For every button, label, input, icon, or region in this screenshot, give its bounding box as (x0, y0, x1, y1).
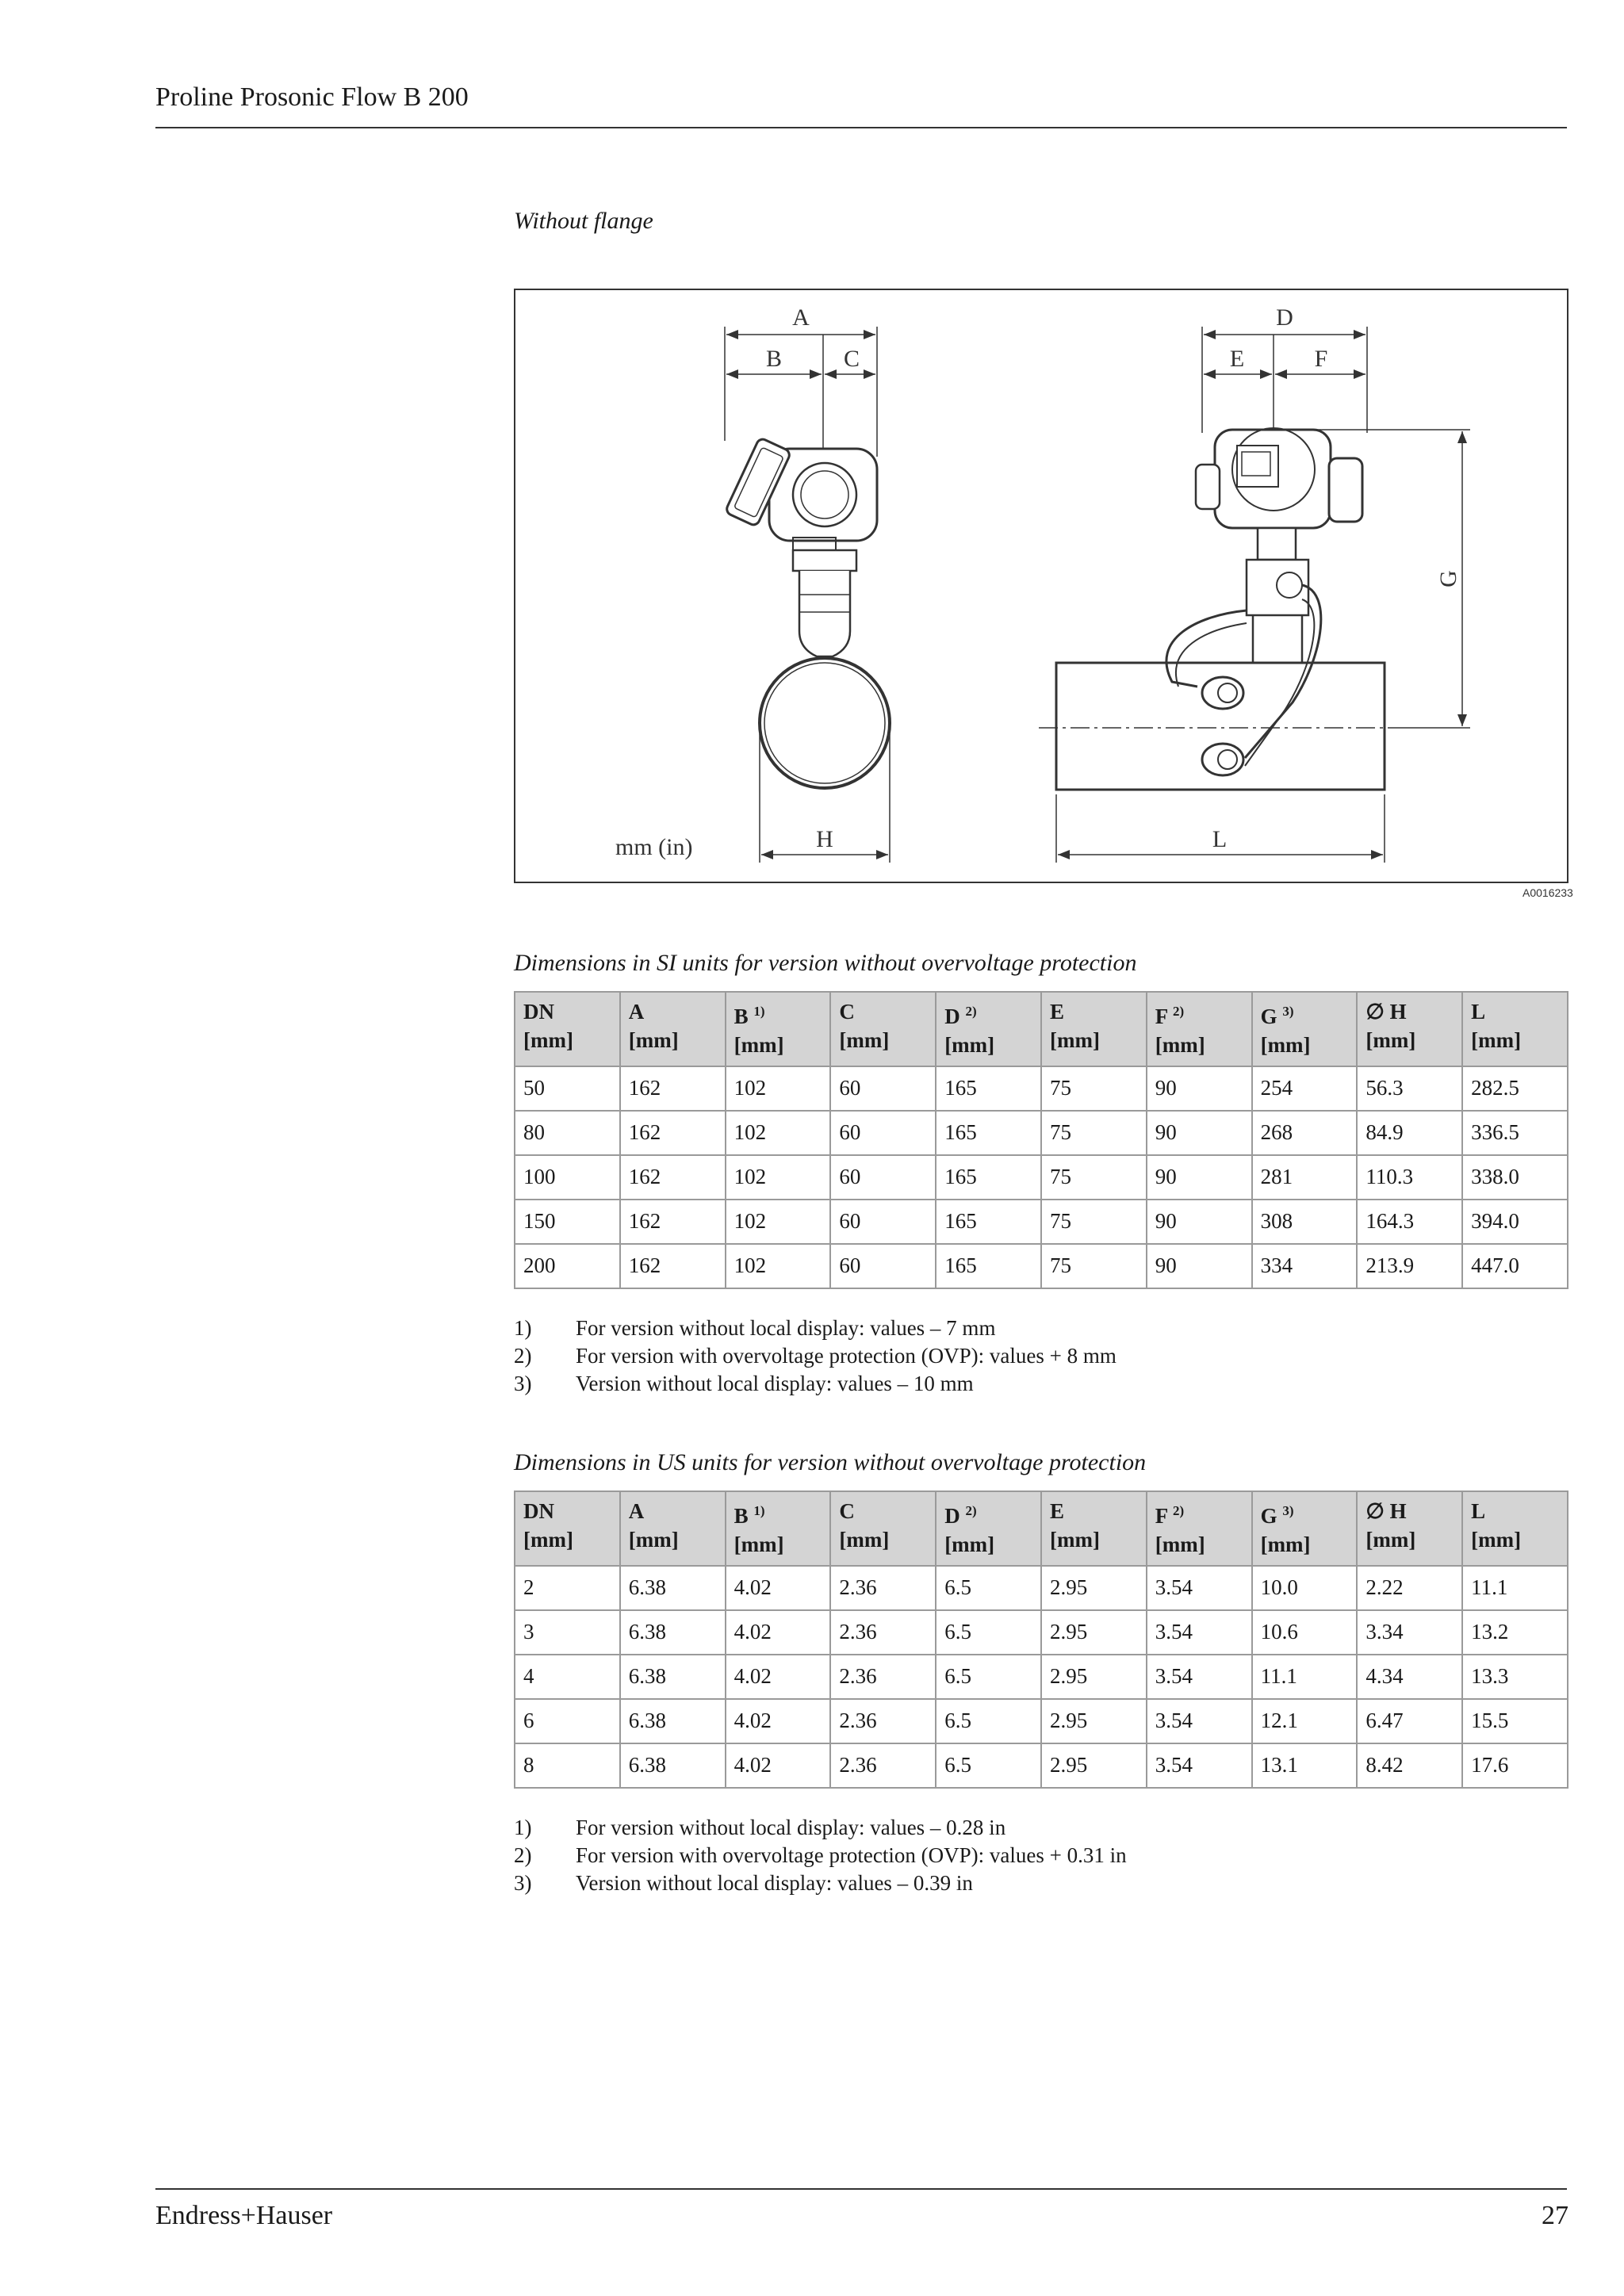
column-header (1041, 992, 1147, 1066)
footnote (514, 1842, 1127, 1869)
header-rule (155, 127, 1567, 128)
table-cell: 90 (1147, 1200, 1252, 1244)
footnote-number: 3) (514, 1871, 532, 1895)
column-header-name: D (944, 1004, 960, 1028)
table-row (515, 1244, 1568, 1288)
column-header (726, 1491, 831, 1566)
table-cell: 334 (1252, 1244, 1358, 1288)
table-cell: 90 (1147, 1066, 1252, 1111)
table-cell: 6.38 (620, 1655, 726, 1699)
table-cell: 13.3 (1462, 1655, 1568, 1699)
table-cell: 268 (1252, 1111, 1358, 1155)
column-header (830, 1491, 936, 1566)
us-table-caption: Dimensions in US units for version without overvoltage protection (514, 1449, 1147, 1475)
table-cell: 102 (726, 1200, 831, 1244)
column-header (1252, 992, 1358, 1066)
column-header-unit: [mm] (944, 1533, 995, 1556)
column-header-unit: [mm] (1365, 1528, 1416, 1552)
column-header-unit: [mm] (1365, 1028, 1416, 1052)
column-header-unit: [mm] (628, 1528, 679, 1552)
table-cell: 3.54 (1147, 1610, 1252, 1655)
column-header-unit: [mm] (1471, 1028, 1522, 1052)
table-cell: 56.3 (1357, 1066, 1462, 1111)
table-cell: 11.1 (1462, 1566, 1568, 1610)
table-cell: 162 (620, 1066, 726, 1111)
footnote-number: 3) (514, 1372, 532, 1395)
table-cell: 3 (515, 1610, 620, 1655)
table-cell: 165 (936, 1066, 1041, 1111)
column-header-name: E (1049, 1000, 1064, 1024)
table-cell: 75 (1041, 1066, 1147, 1111)
table-cell: 60 (830, 1066, 936, 1111)
table-cell: 102 (726, 1244, 831, 1288)
footnote-marker: 3) (1282, 1004, 1294, 1019)
si-table-caption: Dimensions in SI units for version without overvoltage protection (514, 950, 1137, 976)
table-cell: 60 (830, 1111, 936, 1155)
table-cell: 447.0 (1462, 1244, 1568, 1288)
footnote-marker: 2) (965, 1004, 977, 1019)
table-cell: 3.54 (1147, 1743, 1252, 1788)
table-cell: 4.02 (726, 1566, 831, 1610)
table-row (515, 1655, 1568, 1699)
table-cell: 90 (1147, 1155, 1252, 1200)
column-header-unit: [mm] (733, 1033, 784, 1057)
table-cell: 336.5 (1462, 1111, 1568, 1155)
column-header-name: A (628, 1499, 645, 1523)
table-cell: 12.1 (1252, 1699, 1358, 1743)
table-cell: 102 (726, 1111, 831, 1155)
label-C: C (843, 346, 860, 372)
column-header-unit: [mm] (1049, 1028, 1100, 1052)
table-cell: 162 (620, 1155, 726, 1200)
table-row (515, 1566, 1568, 1610)
table-row (515, 1200, 1568, 1244)
table-cell: 6 (515, 1699, 620, 1743)
footnote-number: 2) (514, 1344, 532, 1368)
table-cell: 2.36 (830, 1610, 936, 1655)
page-header-title: Proline Prosonic Flow B 200 (155, 82, 469, 112)
footnote (514, 1314, 1116, 1342)
table-cell: 2.22 (1357, 1566, 1462, 1610)
column-header-name: G (1260, 1004, 1277, 1028)
table-row (515, 1066, 1568, 1111)
footnote-text: For version without local display: values – 7 mm (576, 1316, 996, 1340)
footnote-text: Version without local display: values – 0.39 in (576, 1871, 973, 1895)
table-cell: 75 (1041, 1244, 1147, 1288)
footnote-text: For version with overvoltage protection (OVP): values + 8 mm (576, 1344, 1116, 1368)
column-header (1147, 992, 1252, 1066)
table-cell: 165 (936, 1111, 1041, 1155)
table-cell: 90 (1147, 1244, 1252, 1288)
label-B: B (765, 346, 783, 372)
table-cell: 338.0 (1462, 1155, 1568, 1200)
column-header-name: G (1260, 1504, 1277, 1528)
column-header-name: DN (523, 1499, 554, 1523)
table-cell: 2.95 (1041, 1699, 1147, 1743)
table-cell: 394.0 (1462, 1200, 1568, 1244)
table-cell: 165 (936, 1155, 1041, 1200)
footnote (514, 1869, 1127, 1897)
column-header (1462, 1491, 1568, 1566)
table-cell: 50 (515, 1066, 620, 1111)
table-cell: 2.36 (830, 1655, 936, 1699)
table-cell: 213.9 (1357, 1244, 1462, 1288)
table-cell: 2.95 (1041, 1610, 1147, 1655)
dimension-drawing (514, 289, 1568, 883)
footnote (514, 1342, 1116, 1370)
table-row (515, 1743, 1568, 1788)
table-cell: 8.42 (1357, 1743, 1462, 1788)
table-cell: 100 (515, 1155, 620, 1200)
column-header-name: E (1049, 1499, 1064, 1523)
column-header (1147, 1491, 1252, 1566)
table-cell: 6.5 (936, 1610, 1041, 1655)
us-dimensions-table (514, 1490, 1568, 1789)
column-header-unit: [mm] (1260, 1033, 1311, 1057)
table-cell: 13.1 (1252, 1743, 1358, 1788)
table-header-row (515, 1491, 1568, 1566)
column-header (1357, 1491, 1462, 1566)
column-header-unit: [mm] (839, 1528, 890, 1552)
footnote-marker: 1) (753, 1503, 765, 1518)
footnote (514, 1370, 1116, 1398)
footnote-number: 2) (514, 1843, 532, 1867)
table-cell: 10.6 (1252, 1610, 1358, 1655)
table-cell: 15.5 (1462, 1699, 1568, 1743)
column-header (1041, 1491, 1147, 1566)
table-cell: 4.02 (726, 1610, 831, 1655)
table-cell: 90 (1147, 1111, 1252, 1155)
label-A: A (792, 304, 810, 331)
table-cell: 281 (1252, 1155, 1358, 1200)
table-cell: 254 (1252, 1066, 1358, 1111)
table-cell: 6.5 (936, 1566, 1041, 1610)
footnote-marker: 2) (965, 1503, 977, 1518)
table-cell: 10.0 (1252, 1566, 1358, 1610)
column-header-name: C (839, 1000, 855, 1024)
table-cell: 2 (515, 1566, 620, 1610)
table-cell: 4.02 (726, 1699, 831, 1743)
table-cell: 162 (620, 1111, 726, 1155)
label-E: E (1229, 346, 1245, 372)
table-cell: 200 (515, 1244, 620, 1288)
footnote-marker: 2) (1173, 1503, 1185, 1518)
table-cell: 2.95 (1041, 1566, 1147, 1610)
table-cell: 150 (515, 1200, 620, 1244)
table-cell: 6.38 (620, 1699, 726, 1743)
column-header-name: F (1155, 1504, 1168, 1528)
table-cell: 102 (726, 1066, 831, 1111)
label-G: G (1435, 570, 1461, 587)
table-header-row (515, 992, 1568, 1066)
table-row (515, 1610, 1568, 1655)
table-cell: 3.54 (1147, 1655, 1252, 1699)
column-header-unit: [mm] (1260, 1533, 1311, 1556)
footer-brand: Endress+Hauser (155, 2201, 333, 2230)
table-cell: 84.9 (1357, 1111, 1462, 1155)
table-cell: 2.36 (830, 1743, 936, 1788)
table-cell: 282.5 (1462, 1066, 1568, 1111)
table-cell: 165 (936, 1244, 1041, 1288)
column-header-name: DN (523, 1000, 554, 1024)
table-cell: 6.47 (1357, 1699, 1462, 1743)
column-header-name: L (1471, 1499, 1486, 1523)
column-header-unit: [mm] (523, 1028, 573, 1052)
footnote-marker: 2) (1173, 1004, 1185, 1019)
column-header (1462, 992, 1568, 1066)
column-header (936, 1491, 1041, 1566)
column-header-unit: [mm] (628, 1028, 679, 1052)
table-row (515, 1699, 1568, 1743)
table-cell: 60 (830, 1200, 936, 1244)
column-header (1357, 992, 1462, 1066)
table-cell: 2.36 (830, 1699, 936, 1743)
table-cell: 6.5 (936, 1743, 1041, 1788)
table-cell: 308 (1252, 1200, 1358, 1244)
table-cell: 110.3 (1357, 1155, 1462, 1200)
column-header (620, 1491, 726, 1566)
page-number: 27 (1542, 2201, 1568, 2230)
footnote-number: 1) (514, 1316, 532, 1340)
column-header-unit: [mm] (1049, 1528, 1100, 1552)
table-row (515, 1155, 1568, 1200)
table-cell: 17.6 (1462, 1743, 1568, 1788)
figure-id: A0016233 (1522, 886, 1573, 899)
table-cell: 4 (515, 1655, 620, 1699)
table-cell: 2.36 (830, 1566, 936, 1610)
table-cell: 75 (1041, 1155, 1147, 1200)
column-header-unit: [mm] (839, 1028, 890, 1052)
table-cell: 6.38 (620, 1743, 726, 1788)
table-cell: 102 (726, 1155, 831, 1200)
table-cell: 13.2 (1462, 1610, 1568, 1655)
column-header-name: B (733, 1004, 749, 1028)
table-cell: 162 (620, 1200, 726, 1244)
column-header-name: F (1155, 1004, 1168, 1028)
footnote-number: 1) (514, 1816, 532, 1839)
table-cell: 162 (620, 1244, 726, 1288)
column-header-name: B (733, 1504, 749, 1528)
column-header-name: L (1471, 1000, 1486, 1024)
footnote (514, 1814, 1127, 1842)
column-header-unit: [mm] (733, 1533, 784, 1556)
column-header-name: A (628, 1000, 645, 1024)
column-header-name: C (839, 1499, 855, 1523)
footnote-text: For version with overvoltage protection (OVP): values + 0.31 in (576, 1843, 1127, 1867)
column-header (1252, 1491, 1358, 1566)
footnote-marker: 3) (1282, 1503, 1294, 1518)
column-header (515, 992, 620, 1066)
table-row (515, 1111, 1568, 1155)
table-cell: 75 (1041, 1111, 1147, 1155)
table-cell: 6.5 (936, 1699, 1041, 1743)
section-title: Without flange (514, 208, 653, 234)
table-cell: 2.95 (1041, 1743, 1147, 1788)
column-header-name: ∅ H (1365, 1000, 1407, 1024)
table-cell: 3.54 (1147, 1566, 1252, 1610)
footer-rule (155, 2188, 1567, 2190)
dimension-drawing-svg (515, 290, 1570, 885)
table-cell: 6.38 (620, 1610, 726, 1655)
table-cell: 80 (515, 1111, 620, 1155)
column-header (726, 992, 831, 1066)
table-cell: 3.34 (1357, 1610, 1462, 1655)
column-header-unit: [mm] (523, 1528, 573, 1552)
table-cell: 3.54 (1147, 1699, 1252, 1743)
table-cell: 4.02 (726, 1655, 831, 1699)
table-cell: 6.38 (620, 1566, 726, 1610)
column-header-unit: [mm] (1471, 1528, 1522, 1552)
table-cell: 11.1 (1252, 1655, 1358, 1699)
table-cell: 6.5 (936, 1655, 1041, 1699)
column-header (830, 992, 936, 1066)
table-cell: 60 (830, 1155, 936, 1200)
table-cell: 60 (830, 1244, 936, 1288)
column-header-unit: [mm] (1155, 1033, 1205, 1057)
column-header-name: ∅ H (1365, 1499, 1407, 1523)
column-header-unit: [mm] (1155, 1533, 1205, 1556)
label-D: D (1276, 304, 1293, 331)
label-L: L (1212, 826, 1228, 852)
label-F: F (1314, 346, 1328, 372)
table-cell: 165 (936, 1200, 1041, 1244)
table-cell: 2.95 (1041, 1655, 1147, 1699)
si-dimensions-table (514, 991, 1568, 1289)
column-header-unit: [mm] (944, 1033, 995, 1057)
table-cell: 75 (1041, 1200, 1147, 1244)
column-header (936, 992, 1041, 1066)
footnote-text: For version without local display: values – 0.28 in (576, 1816, 1006, 1839)
column-header (620, 992, 726, 1066)
us-footnotes (514, 1814, 1127, 1897)
footnote-text: Version without local display: values – 10 mm (576, 1372, 974, 1395)
label-H: H (816, 826, 833, 852)
column-header (515, 1491, 620, 1566)
table-cell: 4.02 (726, 1743, 831, 1788)
column-header-name: D (944, 1504, 960, 1528)
table-cell: 164.3 (1357, 1200, 1462, 1244)
si-footnotes (514, 1314, 1116, 1398)
footnote-marker: 1) (753, 1004, 765, 1019)
units-label: mm (in) (615, 834, 693, 860)
table-cell: 8 (515, 1743, 620, 1788)
table-cell: 4.34 (1357, 1655, 1462, 1699)
